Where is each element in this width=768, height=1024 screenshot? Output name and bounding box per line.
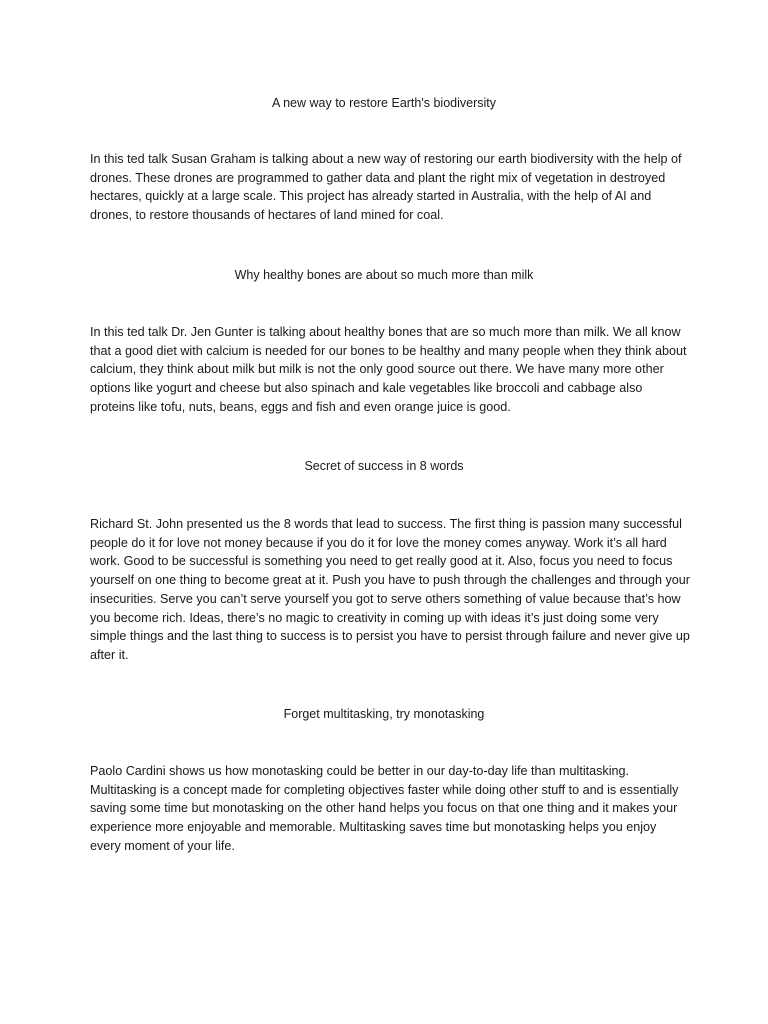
section-body-healthy-bones: In this ted talk Dr. Jen Gunter is talking about healthy bones that are so much more than milk. We all know that a good diet with calcium is needed for our bones to be healthy and many people when they think about calcium, they think about milk but milk is not the only good source out there. We have many more other options like yogurt and cheese but also spinach and kale vegetables like broccoli and cabbage also proteins like tofu, nuts, beans, eggs and fish and even orange juice is good. — [90, 325, 687, 414]
section-title-monotasking: Forget multitasking, try monotasking — [283, 707, 485, 721]
section-body-monotasking: Paolo Cardini shows us how monotasking could be better in our day-to-day life than multitasking. Multitasking is a concept made for completing objectives faster while doing other stuff to and is essentially saving some time but monotasking on the other hand helps you focus on that one thing and it makes your experience more enjoyable and memorable. Multitasking saves time but monotasking helps you enjoy every moment of your life. — [90, 764, 679, 853]
section-body-biodiversity: In this ted talk Susan Graham is talking about a new way of restoring our earth biodiversity with the help of drones. These drones are programmed to gather data and plant the right mix of vegetation in destroyed hectares, quickly at a large scale. This project has already started in Australia, with the help of AI and drones, to restore thousands of hectares of land mined for coal. — [90, 152, 682, 223]
section-title-biodiversity: A new way to restore Earth's biodiversity — [271, 96, 496, 110]
section-title-success: Secret of success in 8 words — [304, 459, 464, 473]
section-title-healthy-bones: Why healthy bones are about so much more than milk — [234, 268, 534, 282]
section-body-success: Richard St. John presented us the 8 words that lead to success. The first thing is passion many successful people do it for love not money because if you do it for love the money comes anyway. Work it’s all hard work. Good to be successful is something you need to get really good at it. Also, focus you need to focus yourself on one thing to become great at it. Push you have to push through the challenges and through your insecurities. Serve you can’t serve yourself you got to serve others something of value because that’s how you become rich. Ideas, there’s no magic to creativity in coming up with ideas it’s just doing some very simple things and the last thing to success is to persist you have to persist through failure and never give up after it. — [90, 517, 691, 662]
